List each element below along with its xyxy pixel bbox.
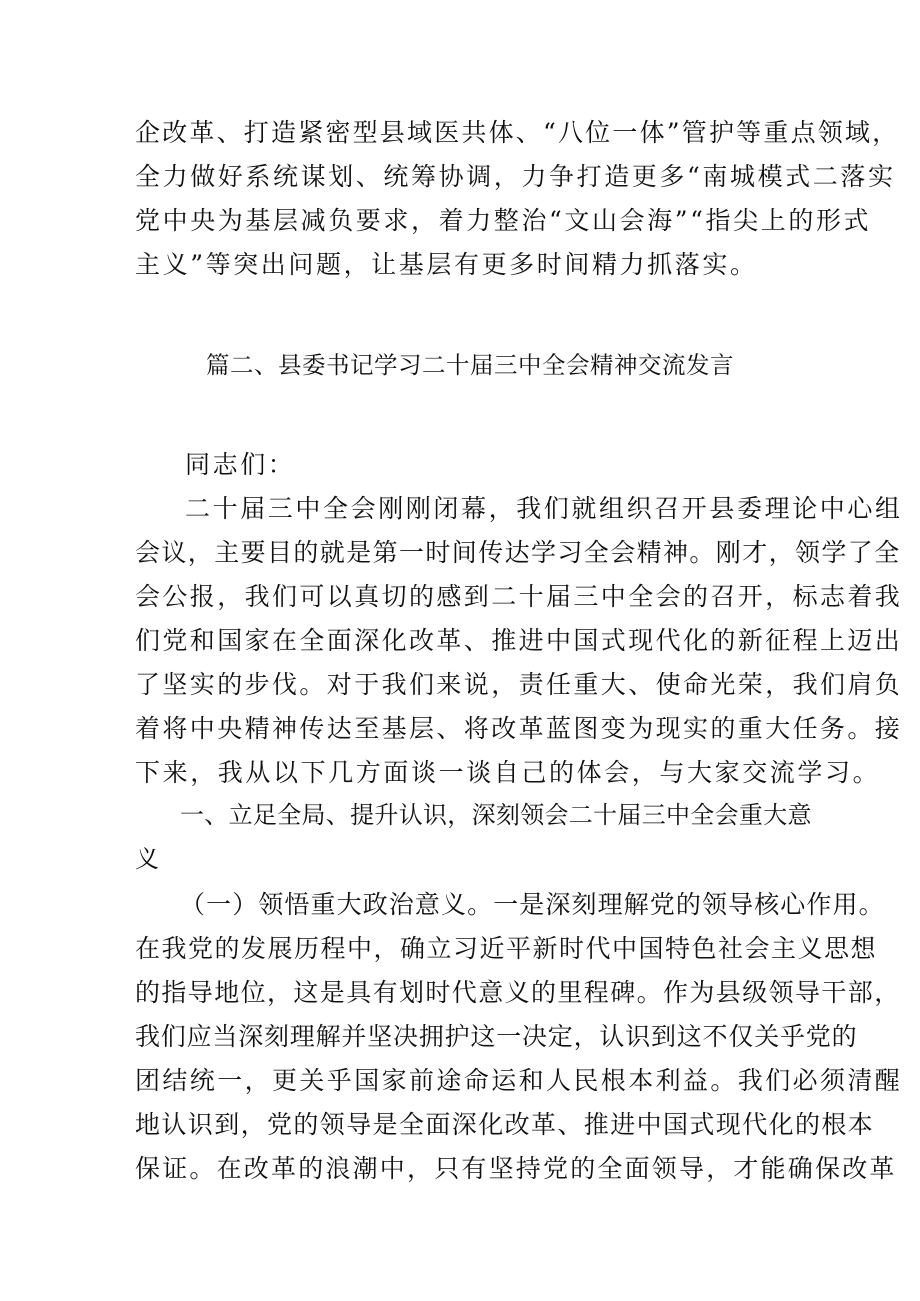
paragraph-line: 着将中央精神传达至基层、将改革蓝图变为现实的重大任务。接 — [135, 714, 903, 743]
paragraph-line: 会公报，我们可以真切的感到二十届三中全会的召开，标志着我 — [135, 582, 903, 611]
paragraph-line: 党中央为基层减负要求，着力整治“文山会海”“指尖上的形式 — [135, 206, 872, 235]
paragraph-line: 地认识到，党的领导是全面深化改革、推进中国式现代化的根本 — [135, 1110, 875, 1139]
paragraph-line: 的指导地位，这是具有划时代意义的里程碑。作为县级领导干部， — [135, 978, 901, 1007]
paragraph-line: 主义”等突出问题，让基层有更多时间精力抓落实。 — [135, 250, 758, 279]
paragraph-line: 下来，我从以下几方面谈一谈自己的体会，与大家交流学习。 — [135, 758, 881, 787]
paragraph-line: 在我党的发展历程中，确立习近平新时代中国特色社会主义思想 — [135, 934, 878, 963]
paragraph-line: 二十届三中全会刚刚闭幕，我们就组织召开县委理论中心组 — [185, 494, 903, 523]
greeting: 同志们： — [185, 450, 296, 479]
section-title: 篇二、县委书记学习二十届三中全会精神交流发言 — [206, 351, 734, 379]
paragraph-line: （一）领悟重大政治意义。一是深刻理解党的领导核心作用。 — [180, 890, 885, 919]
paragraph-line: 企改革、打造紧密型县域医共体、“八位一体”管护等重点领域， — [135, 118, 900, 147]
subheading-line: 一、立足全局、提升认识，深刻领会二十届三中全会重大意 — [180, 801, 812, 829]
paragraph-line: 我们应当深刻理解并坚决拥护这一决定，认识到这不仅关乎党的 — [135, 1022, 858, 1051]
paragraph-line: 全力做好系统谋划、统筹协调，力争打造更多“南城模式二落实 — [135, 162, 896, 191]
paragraph-line: 保证。在改革的浪潮中，只有坚持党的全面领导，才能确保改革 — [135, 1154, 897, 1183]
paragraph-line: 团结统一，更关乎国家前途命运和人民根本利益。我们必须清醒 — [135, 1066, 903, 1095]
paragraph-line: 会议，主要目的就是第一时间传达学习全会精神。刚才，领学了全 — [135, 538, 901, 567]
subheading-line: 义 — [135, 845, 160, 873]
paragraph-line: 们党和国家在全面深化改革、推进中国式现代化的新征程上迈出 — [135, 626, 903, 655]
paragraph-line: 了坚实的步伐。对于我们来说，责任重大、使命光荣，我们肩负 — [135, 670, 903, 699]
